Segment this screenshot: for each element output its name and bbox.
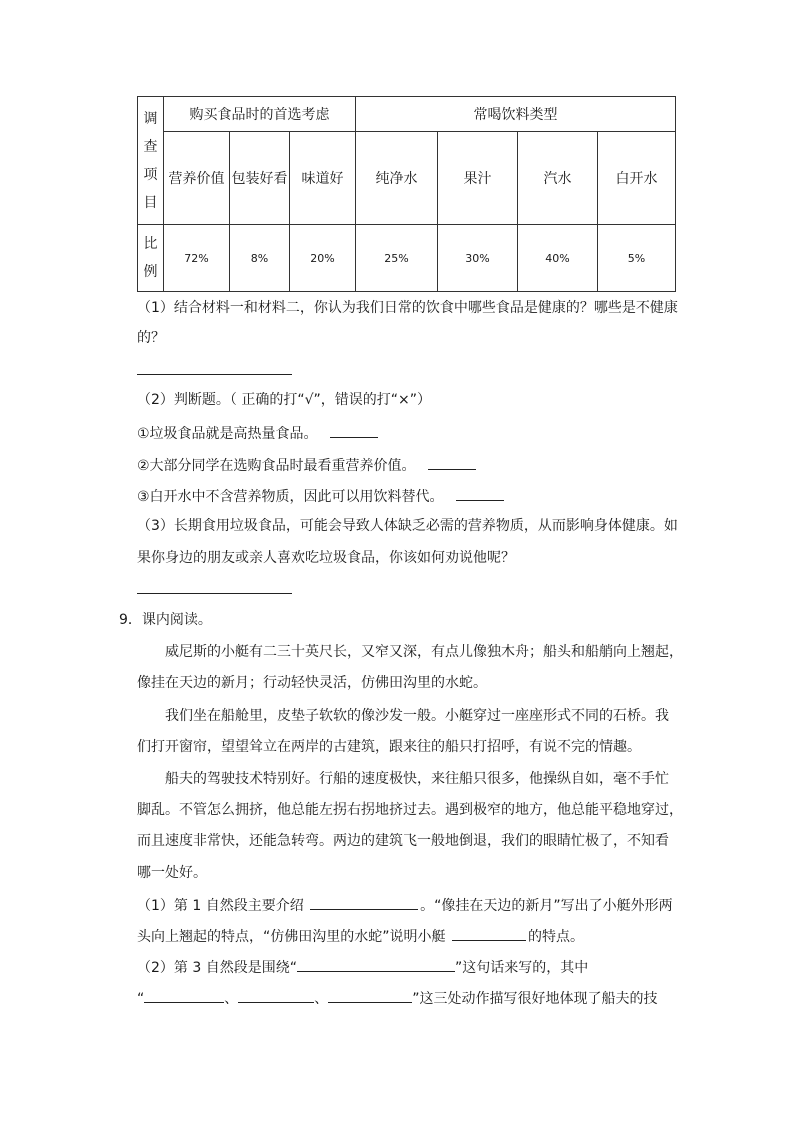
column-header: 白开水: [598, 132, 676, 225]
q2-answer-blank-2[interactable]: [428, 455, 476, 470]
passage-p2-line1: 我们坐在船舱里，皮垫子软软的像沙发一般。小艇穿过一座座形式不同的石桥。我: [165, 708, 669, 724]
column-header: 汽水: [518, 132, 598, 225]
s9-q2-line1: （2）第 3 自然段是围绕“ ”这句话来写的，其中: [137, 957, 588, 978]
passage-p3-line1: 船夫的驾驶技术特别好。行船的速度极快，来往船只很多，他操纵自如，毫不手忙: [165, 771, 669, 787]
group-header-drink-type: 常喝饮料类型: [356, 97, 676, 132]
q3-answer-line[interactable]: [137, 593, 292, 594]
table-cell-value: 25%: [356, 225, 438, 292]
column-header: 果汁: [438, 132, 518, 225]
q2-item-1: ①垃圾食品就是高热量食品。: [137, 423, 378, 444]
q3-line2: 果你身边的朋友或亲人喜欢吃垃圾食品，你该如何劝说他呢？: [137, 550, 515, 566]
passage-p1-line1: 威尼斯的小艇有二三十英尺长，又窄又深，有点儿像独木舟；船头和船艄向上翘起，: [165, 644, 683, 660]
column-header: 纯净水: [356, 132, 438, 225]
q3-line1: （3）长期食用垃圾食品，可能会导致人体缺乏必需的营养物质，从而影响身体健康。如: [137, 518, 678, 534]
passage-p3-line4: 哪一处好。: [137, 865, 207, 881]
q2-title: （2）判断题。（ 正确的打“√”，错误的打“×”）: [137, 392, 432, 408]
s9-q2-line2: “ 、 、 ”这三处动作描写很好地体现了船夫的技: [137, 988, 658, 1009]
row-header-ratio: 比 例: [138, 225, 164, 292]
q1-line2: 的？: [137, 330, 165, 346]
s9-q2-blank-4[interactable]: [328, 988, 412, 1003]
s9-q1-blank-1[interactable]: [310, 895, 418, 910]
table-cell-value: 72%: [164, 225, 230, 292]
s9-q2-blank-2[interactable]: [144, 988, 224, 1003]
table-cell-value: 20%: [290, 225, 356, 292]
table-cell-value: 30%: [438, 225, 518, 292]
q2-item-3: ③白开水中不含营养物质，因此可以用饮料替代。: [137, 486, 504, 507]
group-header-food-choice: 购买食品时的首选考虑: [164, 97, 356, 132]
section9-heading: 9．课内阅读。: [119, 612, 212, 628]
table-cell-value: 5%: [598, 225, 676, 292]
table-cell-value: 8%: [230, 225, 290, 292]
q2-answer-blank-1[interactable]: [330, 423, 378, 438]
survey-table: [137, 96, 676, 292]
column-header: 味道好: [290, 132, 356, 225]
passage-p1-line2: 像挂在天边的新月；行动轻快灵活，仿佛田沟里的水蛇。: [137, 675, 487, 691]
row-header-survey-item: 调 查 项 目: [138, 97, 164, 225]
passage-p3-line3: 而且速度非常快，还能急转弯。两边的建筑飞一般地倒退，我们的眼睛忙极了，不知看: [137, 833, 669, 849]
q2-item-2: ②大部分同学在选购食品时最看重营养价值。: [137, 455, 476, 476]
passage-p2-line2: 们打开窗帘，望望耸立在两岸的古建筑，跟来往的船只打招呼，有说不完的情趣。: [137, 739, 641, 755]
s9-q1-blank-2[interactable]: [452, 926, 526, 941]
s9-q1-line1: （1）第 1 自然段主要介绍 。“像挂在天边的新月”写出了小艇外形两: [137, 895, 673, 916]
q2-answer-blank-3[interactable]: [456, 486, 504, 501]
s9-q2-blank-3[interactable]: [238, 988, 314, 1003]
passage-p3-line2: 脚乱。不管怎么拥挤，他总能左拐右拐地挤过去。遇到极窄的地方，他总能平稳地穿过，: [137, 802, 683, 818]
table-cell-value: 40%: [518, 225, 598, 292]
s9-q2-blank-1[interactable]: [297, 957, 455, 972]
s9-q1-line2: 头向上翘起的特点，“仿佛田沟里的水蛇”说明小艇 的特点。: [137, 926, 584, 947]
q1-answer-line[interactable]: [137, 374, 292, 375]
q1-line1: （1）结合材料一和材料二，你认为我们日常的饮食中哪些食品是健康的？哪些是不健康: [137, 300, 678, 316]
column-header: 包装好看: [230, 132, 290, 225]
column-header: 营养价值: [164, 132, 230, 225]
